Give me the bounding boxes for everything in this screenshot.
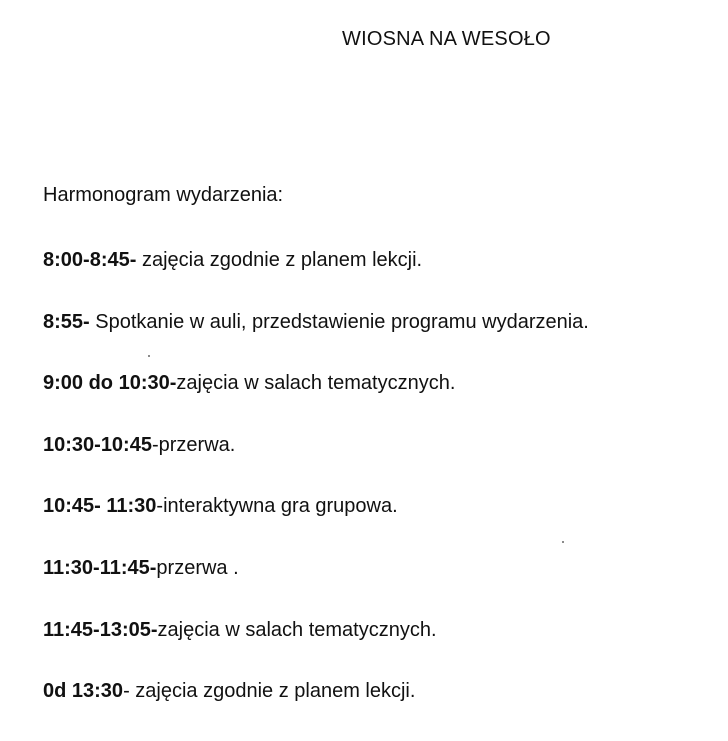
document-title: WIOSNA NA WESOŁO [342,28,551,50]
entry-description: Spotkanie w auli, przedstawienie programu wydarzenia. [89,310,589,333]
entry-time: 10:45- 11:30 [43,495,157,518]
entry-time: 0d 13:30 [43,680,124,703]
entry-time: 9:00 do 10:30- [43,372,177,395]
schedule-entry [43,556,589,618]
entry-description: zajęcia w salach tematycznych. [176,372,456,395]
schedule-list [43,248,589,741]
scan-speck [562,541,564,543]
schedule-entry [43,433,589,495]
entry-time: 11:30-11:45- [43,556,157,579]
entry-description: zajęcia w salach tematycznych. [157,618,437,641]
schedule-heading: Harmonogram wydarzenia: [43,184,284,206]
entry-time: 10:30-10:45 [43,433,152,456]
entry-description: -przerwa. [151,433,236,456]
scan-speck [148,355,150,357]
schedule-entry [43,679,589,741]
schedule-entry [43,494,589,556]
schedule-entry [43,310,589,372]
entry-description: przerwa . [156,556,239,579]
entry-time: 11:45-13:05- [43,618,158,641]
entry-time: 8:00-8:45- [43,249,137,271]
entry-description: zajęcia zgodnie z planem lekcji. [136,249,423,271]
entry-description: - zajęcia zgodnie z planem lekcji. [123,680,416,703]
schedule-entry [43,618,589,680]
entry-description: -interaktywna gra grupowa. [156,495,398,518]
schedule-entry [43,248,589,310]
entry-time: 8:55- [43,310,90,333]
schedule-entry [43,371,589,433]
